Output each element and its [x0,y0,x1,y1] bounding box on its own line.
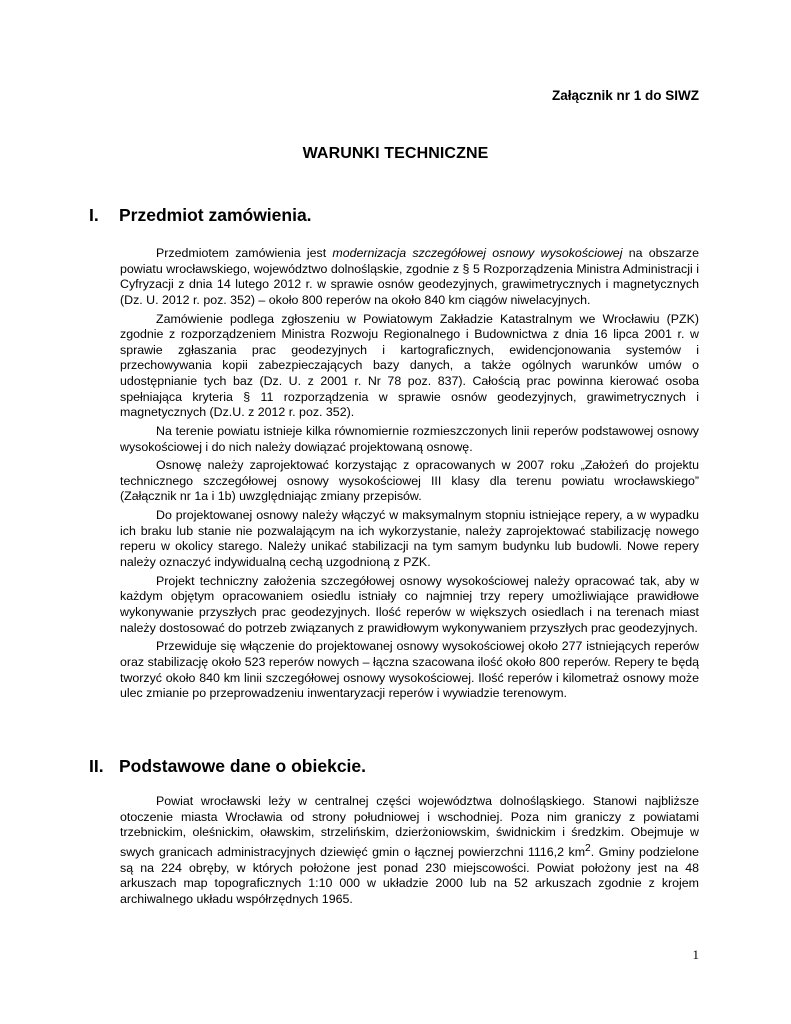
section-1-paragraph-6: Projekt techniczny założenia szczegółowej osnowy wysokościowej należy opracować tak, aby w każdym objętym opracowaniem osiedlu istniały co najmniej trzy repery umożliwiające prawidłowe wykonywanie przyszłych prac geodezyjnych. Ilość reperów w większych osiedlach i na terenach miast należy dostosować do potrzeb związanych z prawidłowym wykonywaniem przyszłych prac geodezyjnych. [120,573,699,635]
attachment-label: Załącznik nr 1 do SIWZ [551,88,699,103]
section-1-number: I. [89,205,99,225]
section-1-paragraph-4: Osnowę należy zaprojektować korzystając z opracowanych w 2007 roku „Założeń do projektu technicznego szczegółowej osnowy wysokościowej III klasy dla terenu powiatu wrocławskiego” (Załącznik nr 1a i 1b) uwzględniając zmiany przepisów. [120,458,699,504]
section-2-paragraph-1: Powiat wrocławski leży w centralnej części województwa dolnośląskiego. Stanowi najbliższe otoczenie miasta Wrocławia od strony południowej i wschodniej. Poza nim graniczy z powiatami trzebnickim, oleśnickim, oławskim, strzelińskim, dzierżoniowskim, świdnickim i średzkim. Obejmuje w swych granicach administracyjnych dziewięć gmin o łącznej powierzchni 1116,2 $km^2$. Gminy podzielone są na 224 obręby, w których położone jest ponad 230 miejscowości. Powiat położony jest na 48 arkuszach map topograficznych 1:10 000 w układzie 2000 lub na 52 arkuszach zgodnie z krojem archiwalnego układu współrzędnych 1965. [120,794,699,906]
section-1-paragraph-7: Przewiduje się włączenie do projektowanej osnowy wysokościowej około 277 istniejących reperów oraz stabilizację około 523 reperów nowych – łączna szacowana ilość około 800 reperów. Repery te będą tworzyć około 840 km linii szczegółowej osnowy wysokościowej. Ilość reperów i kilometraż osnowy może ulec zmianie po przeprowadzeniu inwentaryzacji reperów i wywiadzie terenowym. [120,639,699,701]
section-1-heading [89,205,312,226]
section-1-title: Przedmiot zamówienia. [119,205,312,225]
section-2-title: Podstawowe dane o obiekcie. [119,756,367,776]
document-title: WARUNKI TECHNICZNE [302,145,489,162]
section-1-paragraph-5: Do projektowanej osnowy należy włączyć w maksymalnym stopniu istniejące repery, a w wypadku ich braku lub stanie nie pozwalającym na ich wykorzystanie, należy zaprojektować stabilizację nowego reperu w okolicy starego. Należy unikać stabilizacji na tym samym budynku lub budowli. Nowe repery należy oznaczyć indywidualną cechą uzgodnioną z PZK. [120,508,699,570]
section-2-heading [89,756,366,777]
emphasized-phrase: modernizacja szczegółowej osnowy wysokościowej [332,246,623,260]
section-1-paragraph-3: Na terenie powiatu istnieje kilka równomiernie rozmieszczonych linii reperów podstawowej osnowy wysokościowej i do nich należy dowiązać projektowaną osnowę. [120,423,699,454]
page-number: 1 [692,947,699,962]
section-2-number: II. [89,756,104,776]
section-2-body [120,794,699,910]
section-1-paragraph-2: Zamówienie podlega zgłoszeniu w Powiatowym Zakładzie Katastralnym we Wrocławiu (PZK) zgodnie z rozporządzeniem Ministra Rozwoju Regionalnego i Budownictwa z dnia 16 lipca 2001 r. w sprawie zgłaszania prac geodezyjnych i kartograficznych, ewidencjonowania systemów i przechowywania kopii zabezpieczających bazy danych, a także ogólnych warunków umów o udostępnianie tych baz (Dz. U. z 2001 r. Nr 78 poz. 837). Całością prac powinna kierować osoba spełniająca kryteria § 11 rozporządzenia w sprawie osnów geodezyjnych, grawimetrycznych i magnetycznych (Dz.U. z 2012 r. poz. 352). [120,311,699,420]
section-1-body [120,246,699,705]
superscript: 2 [585,842,591,854]
section-1-paragraph-1: Przedmiotem zamówienia jest modernizacja szczegółowej osnowy wysokościowej na obszarze powiatu wrocławskiego, województwo dolnośląskie, zgodnie z § 5 Rozporządzenia Ministra Administracji i Cyfryzacji z dnia 14 lutego 2012 r. w sprawie osnów geodezyjnych, grawimetrycznych i magnetycznych (Dz. U. 2012 r. poz. 352) – około 800 reperów na około 840 km ciągów niwelacyjnych. [120,246,699,307]
